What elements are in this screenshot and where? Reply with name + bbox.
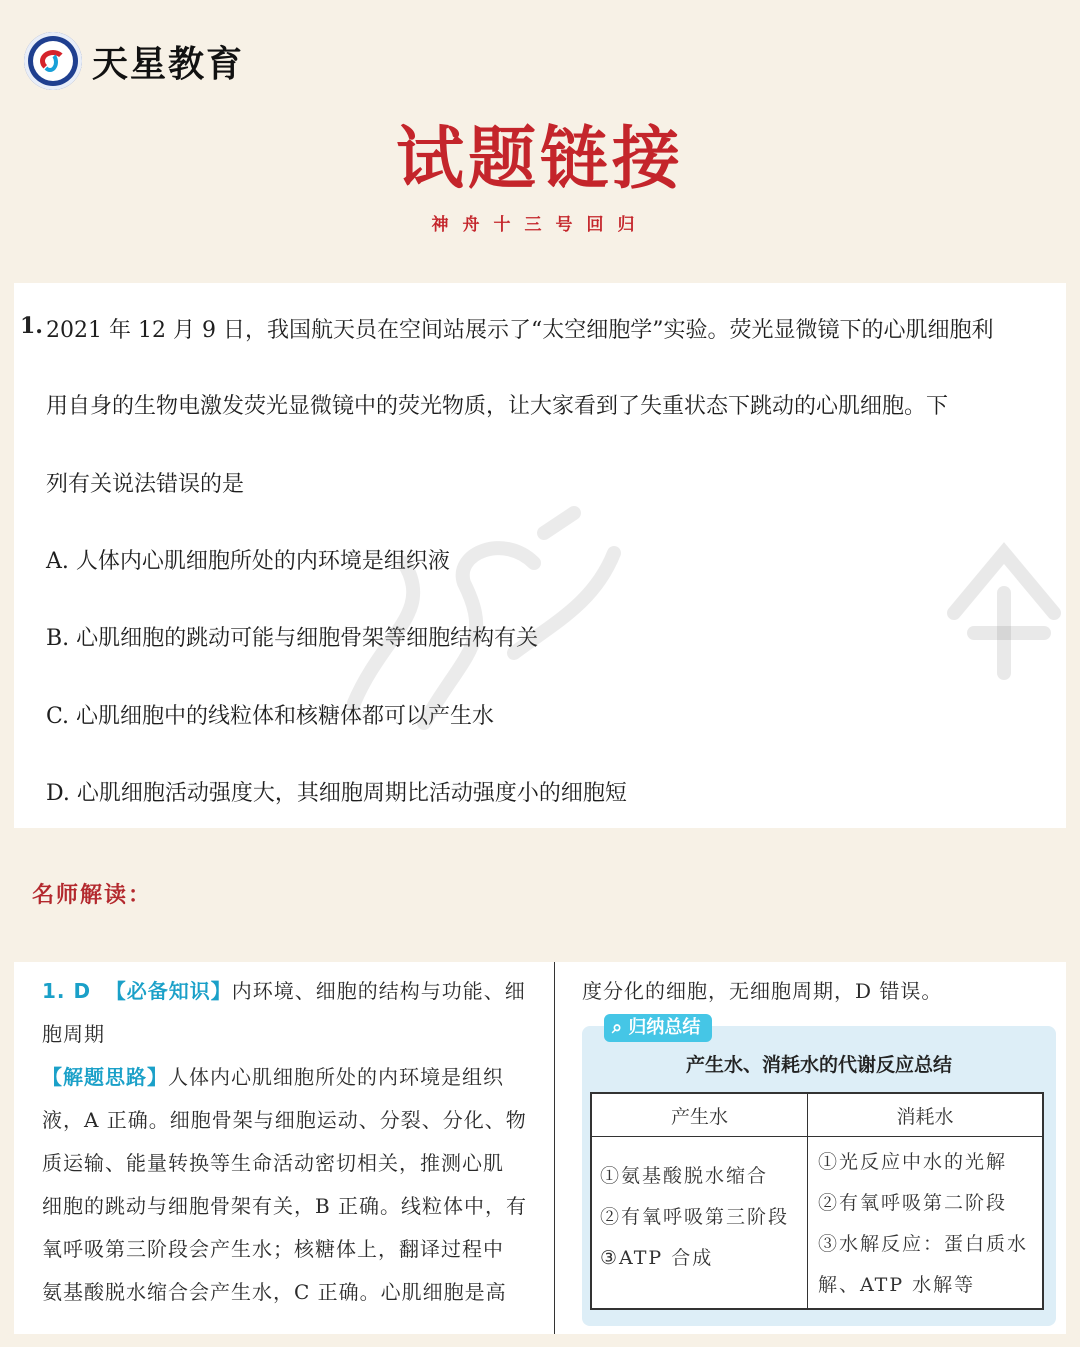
list-item: ①氨基酸脱水缩合 (600, 1165, 769, 1187)
summary-table (590, 1092, 1044, 1310)
summary-tag-label: 归纳总结 (628, 1017, 701, 1038)
option-a: A. 人体内心肌细胞所处的内环境是组织液 (46, 549, 450, 574)
magnifier-icon: ⌕ (612, 1017, 623, 1038)
summary-tag (604, 1014, 712, 1042)
list-item: ①光反应中水的光解 (818, 1151, 1008, 1173)
question-number: 1. (20, 313, 43, 339)
explanation-line: 胞周期 (42, 1022, 105, 1046)
header (0, 0, 1080, 280)
explanation-line: 液，A 正确。细胞骨架与细胞运动、分裂、分化、物 (42, 1108, 527, 1132)
option-b: B. 心肌细胞的跳动可能与细胞骨架等细胞结构有关 (46, 626, 539, 651)
idea-text: 人体内心肌细胞所处的内环境是组织 (168, 1065, 504, 1089)
knowledge-text: 内环境、细胞的结构与功能、细 (231, 979, 526, 1003)
page-title: 试题链接 (395, 120, 684, 199)
column-header-consume: 消耗水 (896, 1106, 954, 1128)
option-d: D. 心肌细胞活动强度大，其细胞周期比活动强度小的细胞短 (46, 781, 627, 806)
list-item: ②有氧呼吸第三阶段 (600, 1206, 790, 1228)
list-item: ②有氧呼吸第二阶段 (818, 1192, 1008, 1214)
option-c: C. 心肌细胞中的线粒体和核糖体都可以产生水 (46, 704, 495, 729)
explanation-line: 氨基酸脱水缩合会产生水，C 正确。心肌细胞是高 (42, 1280, 507, 1304)
page-subtitle: 神舟十三号回归 (431, 215, 649, 235)
analysis-heading: 名师解读： (32, 883, 153, 908)
list-item: ③ATP 合成 (600, 1247, 714, 1269)
consume-list (818, 1142, 1028, 1306)
question-stem-line: 列有关说法错误的是 (46, 472, 245, 497)
question-stem-line: 用自身的生物电激发荧光显微镜中的荧光物质，让大家看到了失重状态下跳动的心肌细胞。下 (46, 394, 949, 419)
list-item: ③水解反应：蛋白质水 (818, 1233, 1029, 1255)
explanation-line: 度分化的细胞，无细胞周期，D 错误。 (582, 979, 943, 1003)
question-panel (14, 283, 1066, 828)
question-stem-line: 2021 年 12 月 9 日，我国航天员在空间站展示了“太空细胞学”实验。荧光显微镜下的心肌细胞利 (46, 318, 994, 343)
brand-logo (24, 32, 244, 90)
explanation-line: 质运输、能量转换等生命活动密切相关，推测心肌 (42, 1151, 504, 1175)
explanation-line: 细胞的跳动与细胞骨架有关，B 正确。线粒体中，有 (42, 1194, 528, 1218)
list-item: 解、ATP 水解等 (818, 1274, 976, 1296)
brand-name: 天星教育 (92, 43, 245, 85)
summary-title: 产生水、消耗水的代谢反应总结 (685, 1054, 952, 1076)
answer-label: 1. D (42, 979, 92, 1003)
column-header-produce: 产生水 (670, 1106, 728, 1128)
knowledge-key: 【必备知识】 (105, 979, 232, 1003)
calligraphy-watermark (934, 533, 1064, 683)
brand-emblem-icon (24, 32, 82, 90)
explanation-line: 氧呼吸第三阶段会产生水；核糖体上，翻译过程中 (42, 1237, 504, 1261)
produce-list (600, 1156, 789, 1279)
summary-area (14, 962, 1066, 1334)
idea-key: 【解题思路】 (42, 1065, 168, 1089)
